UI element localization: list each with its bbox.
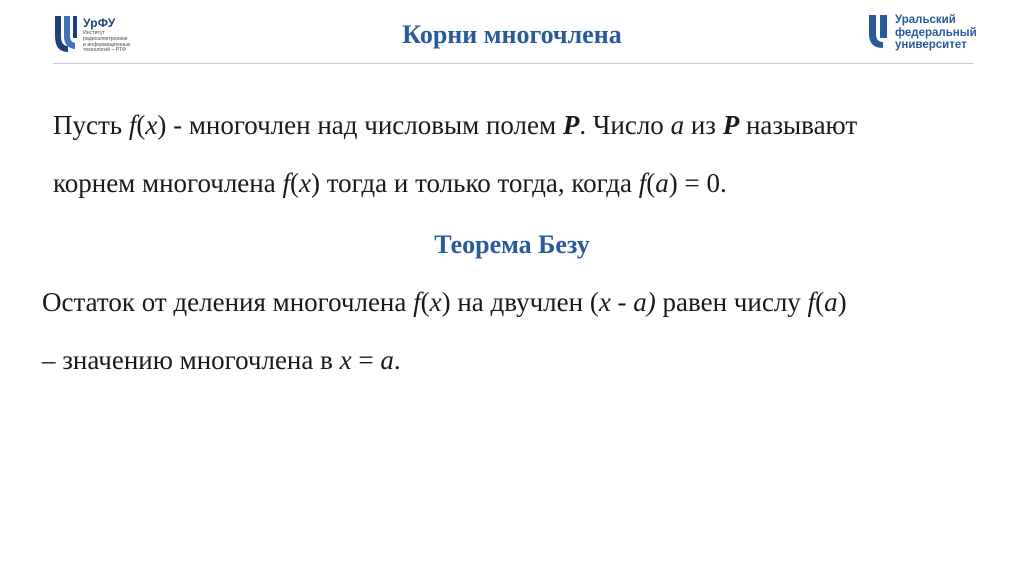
theorem-heading: Теорема Безу [434, 230, 590, 259]
definition-line-2: корнем многочлена f(x) тогда и только тогда, когда f(a) = 0. [53, 168, 727, 198]
right-logo-text: Уральский федеральный университет [895, 14, 977, 51]
left-logo-subtitle: Институт радиоэлектроники и информационных технологий – РТФ [83, 30, 131, 54]
definition-line-1: Пусть f(x) - многочлен над числовым полем P. Число a из P называют [53, 110, 858, 140]
urfu-u-icon [868, 14, 890, 50]
slide-title: Корни многочлена [402, 20, 622, 49]
header-divider [53, 63, 973, 64]
left-logo-title: УрФУ [83, 16, 116, 30]
theorem-paragraph [42, 273, 847, 389]
definition-paragraph [53, 96, 857, 212]
theorem-line-1: Остаток от деления многочлена f(x) на двучлен (x - a) равен числу f(a) [42, 287, 847, 317]
theorem-line-2: – значению многочлена в x = a. [42, 345, 401, 375]
urfu-logo [868, 14, 978, 54]
